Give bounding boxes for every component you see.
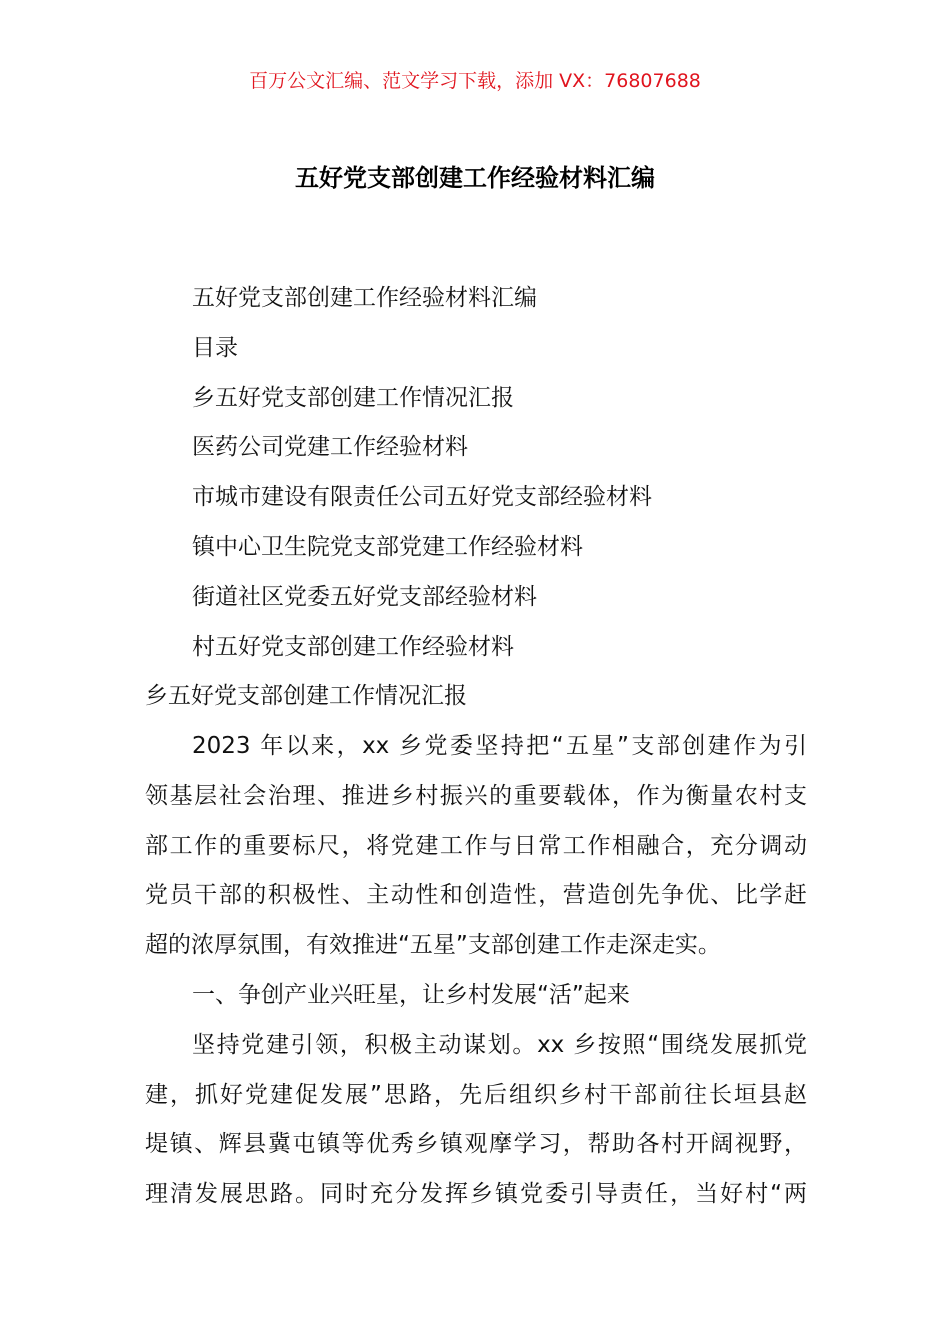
section-title: 乡五好党支部创建工作情况汇报 xyxy=(145,683,467,709)
toc-item: 街道社区党委五好党支部经验材料 xyxy=(192,584,537,610)
toc-label: 目录 xyxy=(192,335,238,361)
paragraph-line: 部工作的重要标尺，将党建工作与日常工作相融合，充分调动 xyxy=(145,833,807,859)
paragraph-line: 党员干部的积极性、主动性和创造性，营造创先争优、比学赶 xyxy=(145,882,807,908)
toc-item: 村五好党支部创建工作经验材料 xyxy=(192,634,514,660)
paragraph-line: 超的浓厚氛围，有效推进“五星”支部创建工作走深走实。 xyxy=(145,932,721,958)
document-title: 五好党支部创建工作经验材料汇编 xyxy=(295,164,655,192)
toc-heading: 五好党支部创建工作经验材料汇编 xyxy=(192,285,537,311)
section-subheading: 一、争创产业兴旺星，让乡村发展“活”起来 xyxy=(192,982,630,1008)
toc-item: 乡五好党支部创建工作情况汇报 xyxy=(192,385,514,411)
paragraph-line: 坚持党建引领，积极主动谋划。xx 乡按照“围绕发展抓党 xyxy=(192,1032,807,1058)
paragraph-line: 理清发展思路。同时充分发挥乡镇党委引导责任，当好村“两 xyxy=(145,1181,807,1207)
paragraph-line: 领基层社会治理、推进乡村振兴的重要载体，作为衡量农村支 xyxy=(145,783,807,809)
watermark-banner: 百万公文汇编、范文学习下载，添加 VX：76807688 xyxy=(249,70,701,92)
toc-item: 医药公司党建工作经验材料 xyxy=(192,434,468,460)
toc-item: 市城市建设有限责任公司五好党支部经验材料 xyxy=(192,484,652,510)
paragraph-line: 建，抓好党建促发展”思路，先后组织乡村干部前往长垣县赵 xyxy=(145,1082,807,1108)
paragraph-line: 2023 年以来，xx 乡党委坚持把“五星”支部创建作为引 xyxy=(192,733,807,759)
toc-item: 镇中心卫生院党支部党建工作经验材料 xyxy=(192,534,583,560)
paragraph-line: 堤镇、辉县冀屯镇等优秀乡镇观摩学习，帮助各村开阔视野， xyxy=(145,1131,807,1157)
